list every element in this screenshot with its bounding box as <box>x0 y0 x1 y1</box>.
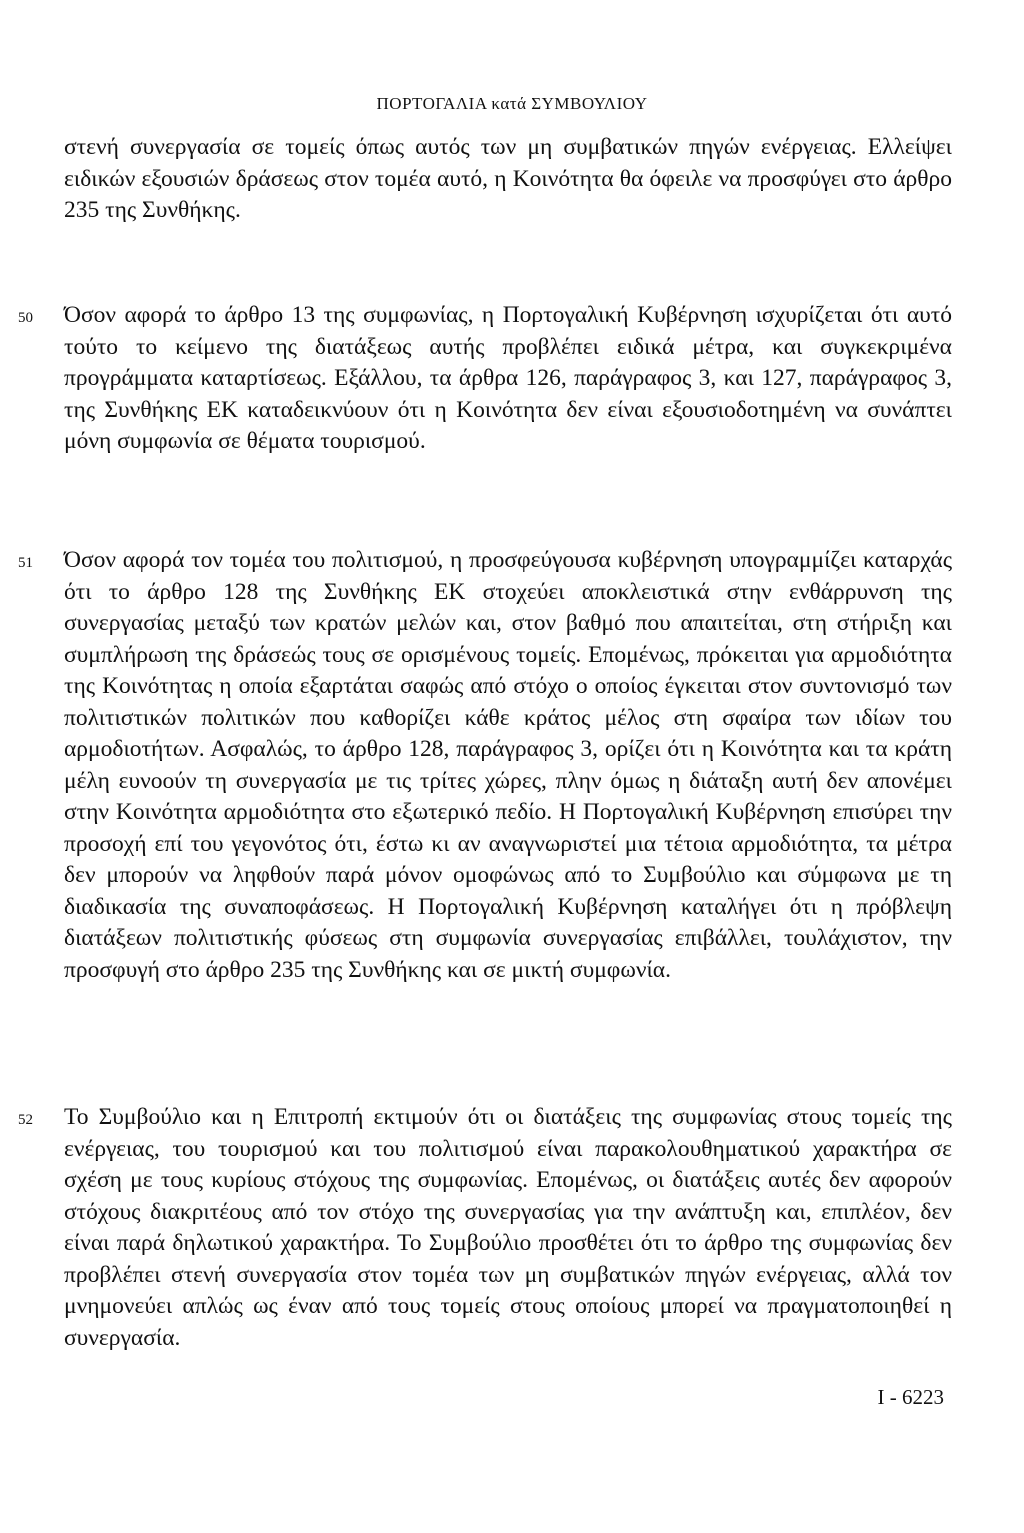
paragraph-number-51: 51 <box>18 555 33 571</box>
page-number: I - 6223 <box>877 1385 944 1409</box>
paragraph-51: Όσον αφορά τον τομέα του πολιτισμού, η προσφεύγουσα κυβέρνηση υπογραμμίζει καταρχάς ότι το άρθρο 128 της Συνθήκης ΕΚ στοχεύει αποκλειστικά στην ενθάρρυνση της συνεργασίας μεταξύ των κρατών μελών και, στον βαθμό που απαιτείται, στη στήριξη και συμπλήρωση της δράσεώς τους σε ορισμένους τομείς. Επομένως, πρόκειται για αρμοδιότητα της Κοινότητας η οποία εξαρτάται σαφώς από στόχο ο οποίος έγκειται στον συντονισμό των πολιτιστικών πολιτικών που καθορίζει κάθε κράτος μέλος στη σφαίρα των ιδίων του αρμοδιοτήτων. Ασφαλώς, το άρθρο 128, παράγραφος 3, ορίζει ότι η Κοινότητα και τα κράτη μέλη ευνοούν τη συνεργασία με τις τρίτες χώρες, πλην όμως η διάταξη αυτή δεν απονέμει στην Κοινότητα αρμοδιότητα στο εξωτερικό πεδίο. Η Πορτογαλική Κυβέρνηση επισύρει την προσοχή επί του γεγονότος ότι, έστω κι αν αναγνωριστεί μια τέτοια αρμοδιότητα, τα μέτρα δεν μπορούν να ληφθούν παρά μόνον ομοφώνως από το Συμβούλιο και σύμφωνα με τη διαδικασία της συναποφάσεως. Η Πορτογαλική Κυβέρνηση καταλήγει ότι η πρόβλεψη διατάξεων πολιτιστικής φύσεως στη συμφωνία συνεργασίας επιβάλλει, τουλάχιστον, την προσφυγή στο άρθρο 235 της Συνθήκης και σε μικτή συμφωνία. <box>64 547 952 983</box>
paragraph-number-50: 50 <box>18 310 33 326</box>
paragraph-continuation: στενή συνεργασία σε τομείς όπως αυτός των μη συμβατικών πηγών ενέργειας. Ελλείψει ειδικών εξουσιών δράσεως στον τομέα αυτό, η Κοινότητα θα όφειλε να προσφύγει στο άρθρο 235 της Συνθήκης. <box>64 134 952 223</box>
paragraph-50: Όσον αφορά το άρθρο 13 της συμφωνίας, η Πορτογαλική Κυβέρνηση ισχυρίζεται ότι αυτό τούτο το κείμενο της διατάξεως αυτής προβλέπει ειδικά μέτρα, και συγκεκριμένα προγράμματα καταρτίσεως. Εξάλλου, τα άρθρα 126, παράγραφος 3, και 127, παράγραφος 3, της Συνθήκης ΕΚ καταδεικνύουν ότι η Κοινότητα δεν είναι εξουσιοδοτημένη να συνάπτει μόνη συμφωνία σε θέματα τουρισμού. <box>64 302 952 454</box>
running-header: ΠΟΡΤΟΓΑΛΙΑ κατά ΣΥΜΒΟΥΛΙΟΥ <box>376 94 648 113</box>
paragraph-52: Το Συμβούλιο και η Επιτροπή εκτιμούν ότι οι διατάξεις της συμφωνίας στους τομείς της ενέργειας, του τουρισμού και του πολιτισμού είναι παρακολουθηματικού χαρακτήρα σε σχέση με τους κυρίους στόχους της συμφωνίας. Επομένως, οι διατάξεις αυτές δεν αφορούν στόχους διακριτέους από τον στόχο της συνεργασίας για την ανάπτυξη και, επιπλέον, δεν είναι παρά δηλωτικού χαρακτήρα. Το Συμβούλιο προσθέτει ότι το άρθρο της συμφωνίας δεν προβλέπει στενή συνεργασία στον τομέα των μη συμβατικών πηγών ενέργειας, αλλά τον μνημονεύει απλώς ως έναν από τους τομείς στους οποίους μπορεί να πραγματοποιηθεί η συνεργασία. <box>64 1104 952 1351</box>
paragraph-number-52: 52 <box>18 1112 33 1128</box>
